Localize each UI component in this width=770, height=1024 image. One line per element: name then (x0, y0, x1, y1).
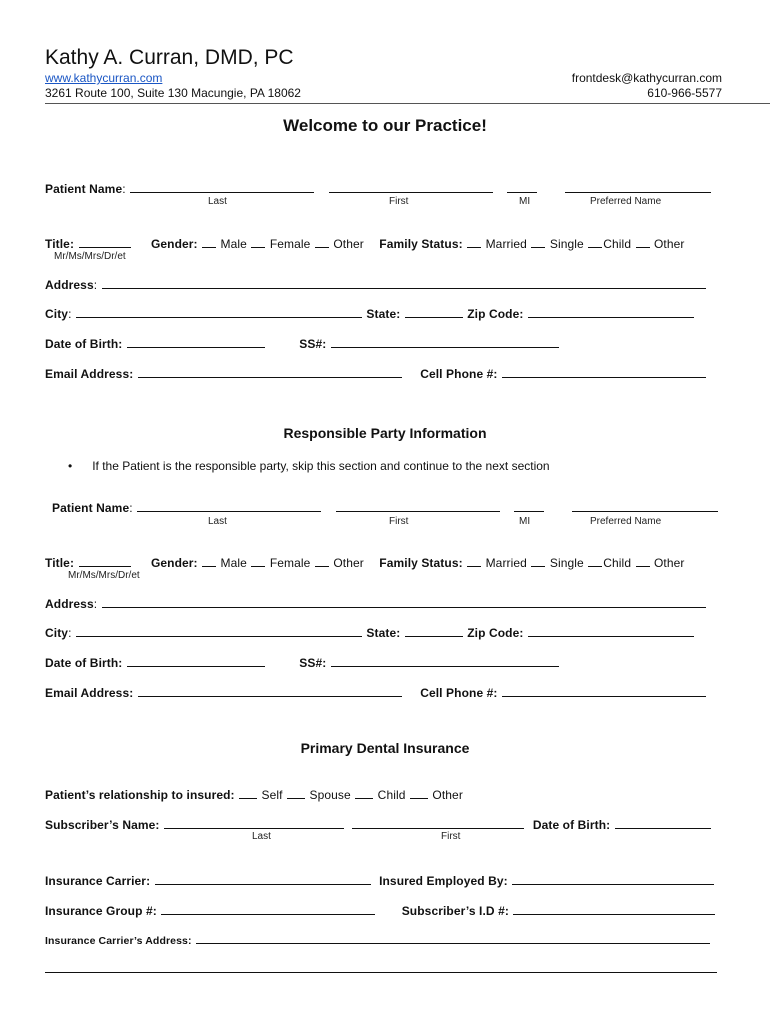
responsible-heading: Responsible Party Information (283, 425, 487, 441)
rp-gender-male-blank[interactable] (202, 555, 216, 567)
group-row (45, 903, 716, 918)
rp-family-status-label: Family Status: (379, 556, 463, 570)
title-hint: Mr/Ms/Mrs/Dr/et (54, 251, 126, 262)
rp-child-blank[interactable] (588, 555, 602, 567)
rp-title-label: Title: (45, 556, 75, 570)
address-field[interactable] (102, 277, 706, 289)
rp-preferred-name-field[interactable] (572, 500, 718, 512)
carrier-label: Insurance Carrier: (45, 874, 151, 888)
rp-cell-field[interactable] (502, 685, 706, 697)
rp-ss-field[interactable] (331, 655, 559, 667)
rp-patient-name-label: Patient Name (52, 501, 130, 515)
carrier-row (45, 873, 715, 888)
rp-mi-caption: MI (519, 516, 531, 527)
relationship-other-blank[interactable] (410, 787, 428, 799)
rp-city-field[interactable] (76, 625, 362, 637)
patient-last-name-field[interactable] (130, 181, 314, 193)
title-label: Title: (45, 237, 75, 251)
rp-ss-label: SS#: (299, 656, 327, 670)
carrier-address-row-2 (45, 961, 717, 976)
ss-label: SS#: (299, 337, 327, 351)
title-gender-row (45, 236, 685, 251)
header-divider (45, 103, 770, 104)
subscriber-last-name-field[interactable] (164, 817, 344, 829)
rp-cell-label: Cell Phone #: (420, 686, 498, 700)
page-title: Welcome to our Practice! (283, 116, 487, 135)
rp-first-name-field[interactable] (336, 500, 500, 512)
practice-name: Kathy A. Curran, DMD, PC (45, 46, 294, 69)
relationship-other-option: Other (432, 788, 463, 802)
rp-dob-label: Date of Birth: (45, 656, 123, 670)
subscriber-name-row (45, 817, 712, 832)
rp-address-row: Address: (45, 596, 707, 611)
rp-married-blank[interactable] (467, 555, 481, 567)
rp-mi-field[interactable] (514, 500, 544, 512)
married-option: Married (485, 237, 527, 251)
rp-married-option: Married (485, 556, 527, 570)
subscriber-id-label: Subscriber’s I.D #: (401, 904, 509, 918)
relationship-self-blank[interactable] (239, 787, 257, 799)
subscriber-dob-label: Date of Birth: (532, 818, 611, 832)
rp-preferred-name-caption: Preferred Name (590, 516, 662, 527)
rp-single-option: Single (549, 556, 584, 570)
rp-male-option: Male (220, 556, 247, 570)
group-field[interactable] (161, 903, 375, 915)
family-status-label: Family Status: (379, 237, 463, 251)
practice-email: frontdesk@kathycurran.com (571, 71, 722, 85)
subscriber-dob-field[interactable] (615, 817, 711, 829)
subscriber-first-name-field[interactable] (352, 817, 524, 829)
city-label: City (45, 307, 69, 321)
address-row: Address: (45, 277, 707, 292)
mi-caption: MI (519, 196, 531, 207)
first-caption: First (389, 196, 409, 207)
rp-title-gender-row (45, 555, 685, 570)
male-option: Male (220, 237, 247, 251)
rp-email-field[interactable] (138, 685, 402, 697)
rp-family-other-option: Other (653, 556, 685, 570)
insurance-heading: Primary Dental Insurance (300, 740, 470, 756)
rp-gender-label: Gender: (150, 556, 198, 570)
last-caption: Last (208, 196, 227, 207)
gender-female-blank[interactable] (251, 236, 265, 248)
email-field[interactable] (138, 366, 402, 378)
patient-first-name-field[interactable] (329, 181, 493, 193)
preferred-name-caption: Preferred Name (590, 196, 662, 207)
rp-gender-female-blank[interactable] (251, 555, 265, 567)
single-option: Single (549, 237, 584, 251)
rp-address-field[interactable] (102, 596, 706, 608)
rp-email-label: Email Address: (45, 686, 134, 700)
rp-gender-other-blank[interactable] (315, 555, 329, 567)
title-field[interactable] (79, 236, 131, 248)
rp-single-blank[interactable] (531, 555, 545, 567)
family-other-option: Other (653, 237, 685, 251)
relationship-label: Patient’s relationship to insured: (45, 788, 235, 802)
rp-family-other-blank[interactable] (636, 555, 650, 567)
spouse-option: Spouse (309, 788, 351, 802)
relationship-row (45, 787, 463, 802)
zip-field[interactable] (528, 306, 694, 318)
gender-other-option: Other (333, 237, 364, 251)
rp-address-label: Address (45, 597, 94, 611)
rp-name-row: Patient Name: (52, 500, 719, 515)
city-row: City: State: Zip Code: (45, 306, 695, 321)
employed-by-label: Insured Employed By: (379, 874, 508, 888)
responsible-note-text: If the Patient is the responsible party, skip this section and continue to the next section (92, 459, 550, 473)
rp-zip-field[interactable] (528, 625, 694, 637)
practice-address: 3261 Route 100, Suite 130 Macungie, PA 18062 (45, 86, 301, 100)
rp-email-row (45, 685, 707, 700)
rp-last-caption: Last (208, 516, 227, 527)
rp-zip-label: Zip Code: (467, 626, 524, 640)
address-label: Address (45, 278, 94, 292)
carrier-address-field[interactable] (196, 932, 710, 944)
website-link[interactable]: www.kathycurran.com (45, 71, 163, 85)
rp-state-label: State: (366, 626, 401, 640)
patient-mi-field[interactable] (507, 181, 537, 193)
group-label: Insurance Group #: (45, 904, 157, 918)
carrier-address-row (45, 932, 711, 947)
city-field[interactable] (76, 306, 362, 318)
rp-child-option: Child (603, 556, 632, 570)
rp-gender-other-option: Other (333, 556, 364, 570)
married-blank[interactable] (467, 236, 481, 248)
rp-first-caption: First (389, 516, 409, 527)
female-option: Female (269, 237, 311, 251)
subscriber-id-field[interactable] (513, 903, 715, 915)
rp-title-hint: Mr/Ms/Mrs/Dr/et (68, 570, 140, 581)
email-label: Email Address: (45, 367, 134, 381)
rp-dob-field[interactable] (127, 655, 265, 667)
gender-other-blank[interactable] (315, 236, 329, 248)
responsible-note: • If the Patient is the responsible party, skip this section and continue to the next section (68, 459, 550, 473)
carrier-field[interactable] (155, 873, 371, 885)
cell-field[interactable] (502, 366, 706, 378)
child-option: Child (603, 237, 632, 251)
state-field[interactable] (405, 306, 463, 318)
ss-field[interactable] (331, 336, 559, 348)
rp-dob-row (45, 655, 560, 670)
carrier-address-field-2[interactable] (45, 961, 717, 973)
zip-label: Zip Code: (467, 307, 524, 321)
rp-state-field[interactable] (405, 625, 463, 637)
gender-male-blank[interactable] (202, 236, 216, 248)
dob-field[interactable] (127, 336, 265, 348)
state-label: State: (366, 307, 401, 321)
rp-city-row: City: State: Zip Code: (45, 625, 695, 640)
patient-preferred-name-field[interactable] (565, 181, 711, 193)
patient-name-row: Patient Name: (45, 181, 712, 196)
cell-label: Cell Phone #: (420, 367, 498, 381)
subscriber-last-caption: Last (252, 831, 271, 842)
single-blank[interactable] (531, 236, 545, 248)
rp-last-name-field[interactable] (137, 500, 321, 512)
relationship-child-blank[interactable] (355, 787, 373, 799)
rp-female-option: Female (269, 556, 311, 570)
patient-name-label: Patient Name (45, 182, 123, 196)
child-blank[interactable] (588, 236, 602, 248)
practice-phone: 610-966-5577 (647, 86, 722, 100)
dob-label: Date of Birth: (45, 337, 123, 351)
email-row (45, 366, 707, 381)
subscriber-first-caption: First (441, 831, 461, 842)
relationship-child-option: Child (377, 788, 406, 802)
family-other-blank[interactable] (636, 236, 650, 248)
self-option: Self (261, 788, 283, 802)
employed-by-field[interactable] (512, 873, 714, 885)
gender-label: Gender: (150, 237, 198, 251)
rp-title-field[interactable] (79, 555, 131, 567)
carrier-address-label: Insurance Carrier’s Address: (45, 935, 192, 947)
dob-row (45, 336, 560, 351)
relationship-spouse-blank[interactable] (287, 787, 305, 799)
rp-city-label: City (45, 626, 69, 640)
subscriber-name-label: Subscriber’s Name: (45, 818, 160, 832)
